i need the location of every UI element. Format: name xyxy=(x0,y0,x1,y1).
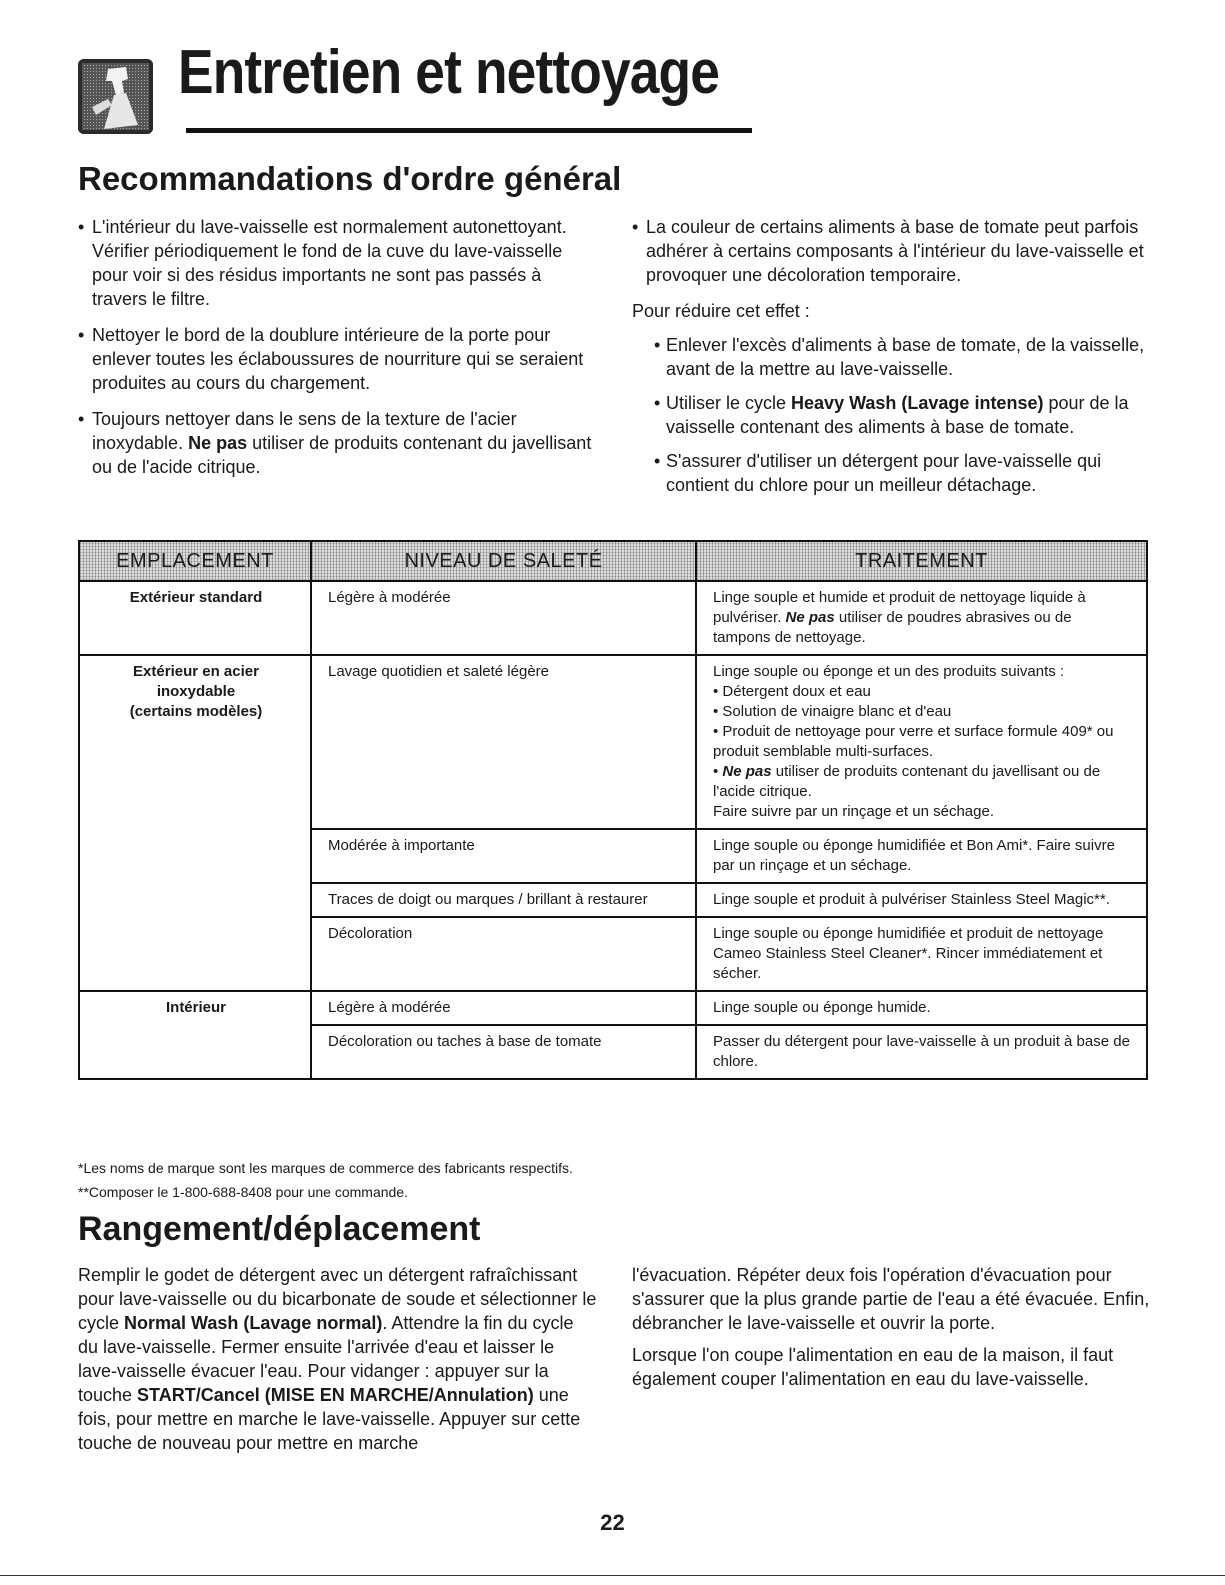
treatment-cell: Linge souple et humide et produit de nettoyage liquide à pulvériser. Ne pas utiliser de poudres abrasives ou de tampons de nettoyage. xyxy=(696,581,1147,655)
general-bullet-3: • Toujours nettoyer dans le sens de la texture de l'acier inoxydable. Ne pas utiliser de produits contenant du javellisant ou de l'acide citrique. xyxy=(78,407,598,479)
soil-cell: Décoloration ou taches à base de tomate xyxy=(311,1025,696,1079)
page-header xyxy=(78,38,720,137)
storage-paragraph-1: l'évacuation. Répéter deux fois l'opération d'évacuation pour s'assurer que la plus grande partie de l'eau a été évacuée. Enfin, débrancher le lave-vaisselle et ouvrir la porte. xyxy=(632,1265,1150,1333)
page-number: 22 xyxy=(600,1510,625,1535)
sub-bullet-3: • S'assurer d'utiliser un détergent pour lave-vaisselle qui contient du chlore pour un meilleur détachage. xyxy=(632,449,1167,497)
table-row xyxy=(79,655,1147,829)
soil-cell: Modérée à importante xyxy=(311,829,696,883)
table-row xyxy=(79,581,1147,655)
treatment-cell: Linge souple ou éponge humidifiée et Bon Ami*. Faire suivre par un rinçage et un séchage. xyxy=(696,829,1147,883)
footnote-phone: **Composer le 1-800-688-8408 pour une commande. xyxy=(78,1184,408,1200)
general-right-column xyxy=(632,215,1167,507)
header-niveau-de-salete: NIVEAU DE SALETÉ xyxy=(311,541,696,581)
treatment-cell: Linge souple ou éponge humidifiée et produit de nettoyage Cameo Stainless Steel Cleaner*. Rincer immédiatement et sécher. xyxy=(696,917,1147,991)
treatment-cell: Linge souple ou éponge et un des produits suivants : • Détergent doux et eau • Solution de vinaigre blanc et d'eau • Produit de nettoyage pour verre et surface formule 409* ou produit semblable multi-surfaces. • Ne pas utiliser de produits contenant du javellisant ou de l'acide citrique. Faire suivre par un rinçage et un séchage. xyxy=(696,655,1147,829)
soil-cell: Légère à modérée xyxy=(311,991,696,1025)
reduce-effect-intro: Pour réduire cet effet : xyxy=(632,301,810,321)
footnote-trademark: *Les noms de marque sont les marques de commerce des fabricants respectifs. xyxy=(78,1160,573,1176)
table-header-row xyxy=(79,541,1147,581)
general-bullet-2: • Nettoyer le bord de la doublure intérieure de la porte pour enlever toutes les éclaboussures de nourriture qui se seraient produites au cours du chargement. xyxy=(78,323,598,395)
soil-cell: Décoloration xyxy=(311,917,696,991)
header-emplacement: EMPLACEMENT xyxy=(79,541,311,581)
sub-bullet-1: • Enlever l'excès d'aliments à base de tomate, de la vaisselle, avant de la mettre au lave-vaisselle. xyxy=(632,333,1167,381)
general-bullet-1: • L'intérieur du lave-vaisselle est normalement autonettoyant. Vérifier périodiquement le fond de la cuve du lave-vaisselle pour voir si des résidus importants ne sont pas passés à travers le filtre. xyxy=(78,215,598,311)
cleaning-table xyxy=(78,540,1148,1080)
page-title: Entretien et nettoyage xyxy=(178,38,720,107)
location-cell: Intérieur xyxy=(79,991,311,1079)
sub-bullet-2: • Utiliser le cycle Heavy Wash (Lavage intense) pour de la vaisselle contenant des aliments à base de tomate. xyxy=(632,391,1167,439)
tomate-bullet: • La couleur de certains aliments à base de tomate peut parfois adhérer à certains composants à l'intérieur du lave-vaisselle et provoquer une décoloration temporaire. xyxy=(632,215,1167,287)
storage-paragraph-2: Lorsque l'on coupe l'alimentation en eau de la maison, il faut également couper l'alimentation en eau du lave-vaisselle. xyxy=(632,1345,1114,1389)
location-cell: Extérieur standard xyxy=(79,581,311,655)
treatment-cell: Passer du détergent pour lave-vaisselle à un produit à base de chlore. xyxy=(696,1025,1147,1079)
section-heading-general: Recommandations d'ordre général xyxy=(78,160,622,197)
soil-cell: Traces de doigt ou marques / brillant à restaurer xyxy=(311,883,696,917)
general-left-column xyxy=(78,215,598,491)
soil-cell: Légère à modérée xyxy=(311,581,696,655)
header-traitement: TRAITEMENT xyxy=(696,541,1147,581)
treatment-cell: Linge souple et produit à pulvériser Stainless Steel Magic**. xyxy=(696,883,1147,917)
bottom-rule xyxy=(0,1575,1225,1576)
storage-left-column: Remplir le godet de détergent avec un détergent rafraîchissant pour lave-vaisselle ou du bicarbonate de soude et sélectionner le cycle Normal Wash (Lavage normal). Attendre la fin du cycle du lave-vaisselle. Fermer ensuite l'arrivée d'eau et laisser le lave-vaisselle évacuer l'eau. Pour vidanger : appuyer sur la touche START/Cancel (MISE EN MARCHE/Annulation) une fois, pour mettre en marche le lave-vaisselle. Appuyer sur cette touche de nouveau pour mettre en marche xyxy=(78,1265,597,1453)
soil-cell: Lavage quotidien et saleté légère xyxy=(311,655,696,829)
table-row xyxy=(79,991,1147,1025)
storage-right-column xyxy=(632,1263,1162,1399)
location-cell: Extérieur en acier inoxydable (certains modèles) xyxy=(79,655,311,991)
section-heading-storage: Rangement/déplacement xyxy=(78,1210,481,1248)
footnotes xyxy=(78,1156,573,1204)
spray-bottle-icon xyxy=(78,59,153,134)
title-underline xyxy=(186,128,752,133)
treatment-cell: Linge souple ou éponge humide. xyxy=(696,991,1147,1025)
